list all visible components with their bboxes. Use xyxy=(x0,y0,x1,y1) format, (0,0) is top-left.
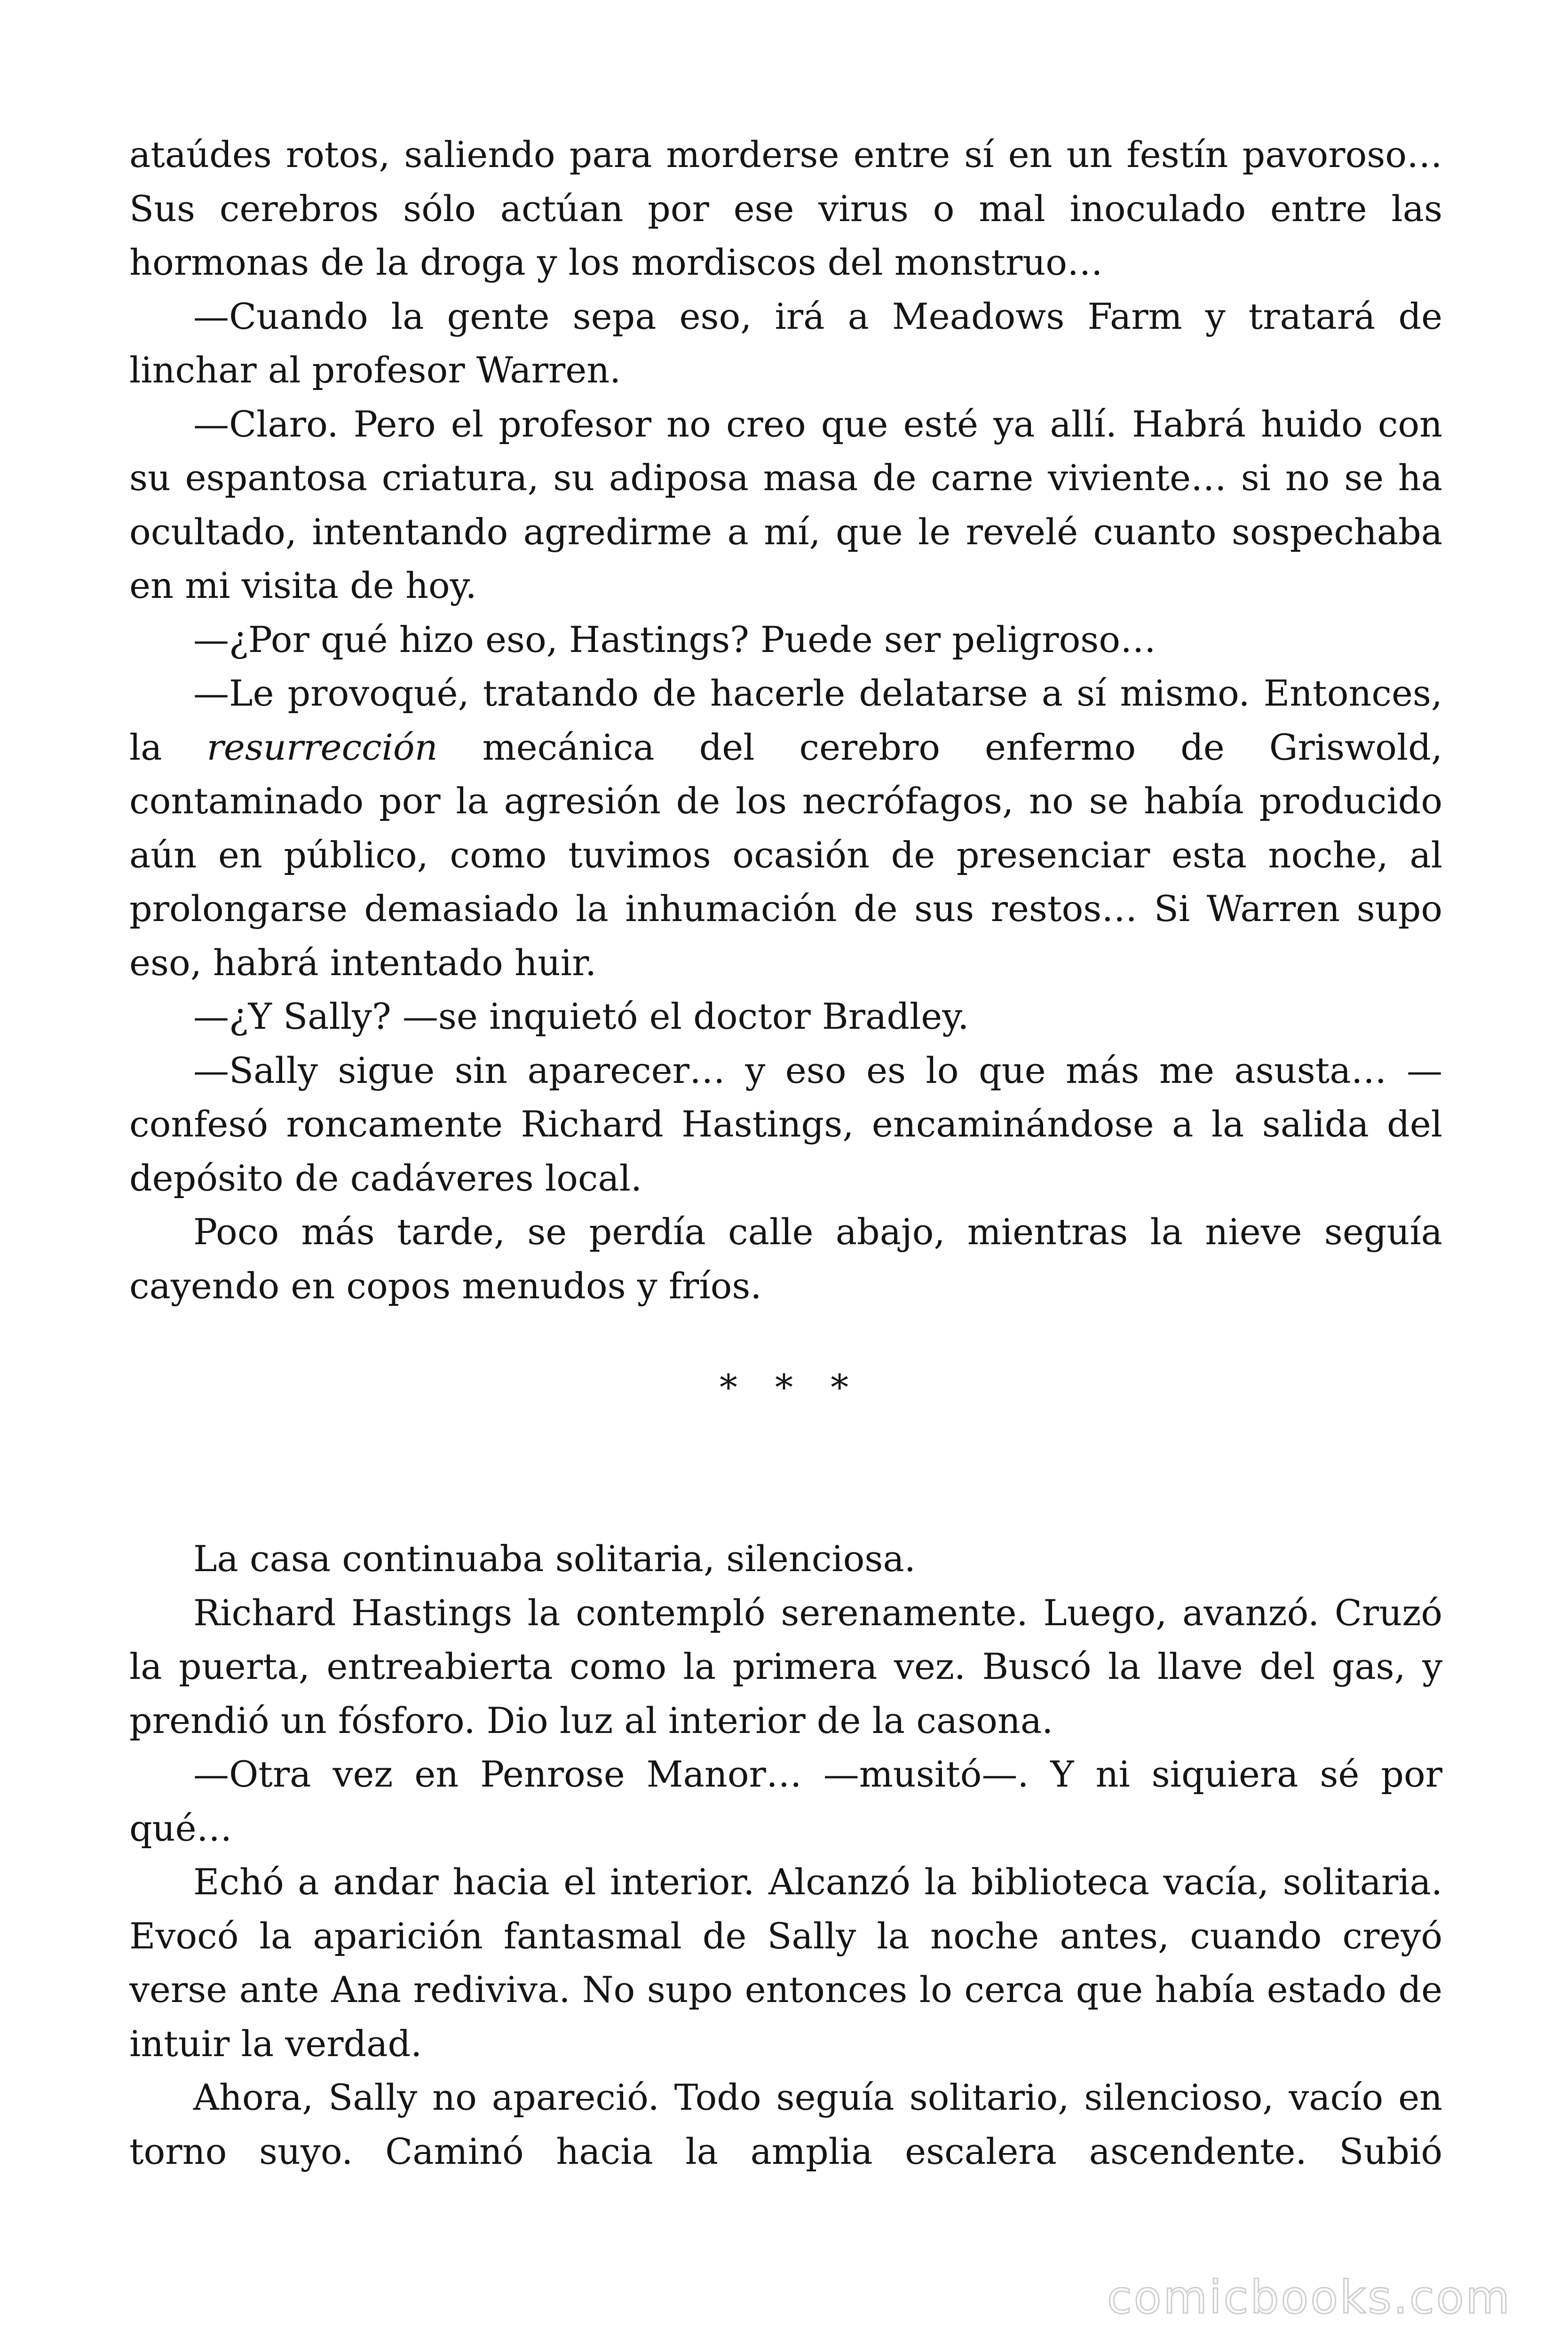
paragraph-text: —Cuando la gente sepa eso, irá a Meadows Farm y tratará de linchar al profesor Warren. xyxy=(129,295,1442,391)
paragraph xyxy=(129,1044,1442,1206)
paragraph xyxy=(129,1748,1442,1855)
paragraph xyxy=(129,128,1442,290)
paragraph xyxy=(129,1855,1442,2071)
section-separator: * * * xyxy=(719,1367,862,1408)
paragraph xyxy=(129,1586,1442,1748)
text-block-top xyxy=(129,128,1442,1313)
paragraph-text: —Le provoqué, tratando de hacerle delatarse a sí mismo. Entonces, la xyxy=(129,672,1442,768)
paragraph xyxy=(129,667,1442,990)
text-block-bottom xyxy=(129,1532,1442,2178)
paragraph-text: —¿Por qué hizo eso, Hastings? Puede ser peligroso… xyxy=(193,618,1156,660)
paragraph xyxy=(129,290,1442,397)
paragraph xyxy=(129,990,1442,1044)
paragraph xyxy=(129,1205,1442,1313)
paragraph-text: Echó a andar hacia el interior. Alcanzó la biblioteca vacía, solitaria. Evocó la aparición fantasmal de Sally la noche antes, cuando creyó verse ante Ana rediviva. No supo entonces lo cerca que había estado de intuir la verdad. xyxy=(129,1861,1442,2065)
paragraph-text: —Otra vez en Penrose Manor… —musitó—. Y ni siquiera sé por qué… xyxy=(129,1753,1442,1849)
paragraph xyxy=(129,2071,1442,2178)
paragraph-text: mecánica del cerebro enfermo de Griswold, contaminado por la agresión de los necrófagos, no se había producido aún en público, como tuvimos ocasión de presenciar esta noche, al prolongarse demasiado la inhumación de sus restos… Si Warren supo eso, habrá intentado huir. xyxy=(129,726,1442,984)
paragraph-text: —¿Y Sally? —se inquietó el doctor Bradley. xyxy=(193,995,969,1037)
paragraph xyxy=(129,1532,1442,1586)
paragraph-text: ataúdes rotos, saliendo para morderse entre sí en un festín pavoroso… Sus cerebros sólo actúan por ese virus o mal inoculado entre las hormonas de la droga y los mordiscos del monstruo… xyxy=(129,134,1442,283)
paragraph-text: —Claro. Pero el profesor no creo que esté ya allí. Habrá huido con su espantosa criatura, su adiposa masa de carne viviente… si no se ha ocultado, intentando agredirme a mí, que le revelé cuanto sospechaba en mi visita de hoy. xyxy=(129,403,1442,606)
paragraph-text: Ahora, Sally no apareció. Todo seguía solitario, silencioso, vacío en torno suyo. Caminó hacia la amplia escalera ascendente. Subió xyxy=(129,2076,1442,2172)
watermark-logo: comicbooks.com xyxy=(1107,2271,1512,2324)
paragraph-text: La casa continuaba solitaria, silenciosa. xyxy=(193,1538,916,1580)
paragraph xyxy=(129,613,1442,667)
italic-text: resurrección xyxy=(206,726,438,768)
paragraph-text: Richard Hastings la contempló serenamente. Luego, avanzó. Cruzó la puerta, entreabierta como la primera vez. Buscó la llave del gas, y prendió un fósforo. Dio luz al interior de la casona. xyxy=(129,1591,1442,1741)
paragraph-text: —Sally sigue sin aparecer… y eso es lo que más me asusta… —confesó roncamente Richard Hastings, encaminándose a la salida del depósito de cadáveres local. xyxy=(129,1049,1442,1199)
paragraph-text: Poco más tarde, se perdía calle abajo, mientras la nieve seguía cayendo en copos menudos y fríos. xyxy=(129,1211,1442,1307)
paragraph xyxy=(129,397,1442,613)
